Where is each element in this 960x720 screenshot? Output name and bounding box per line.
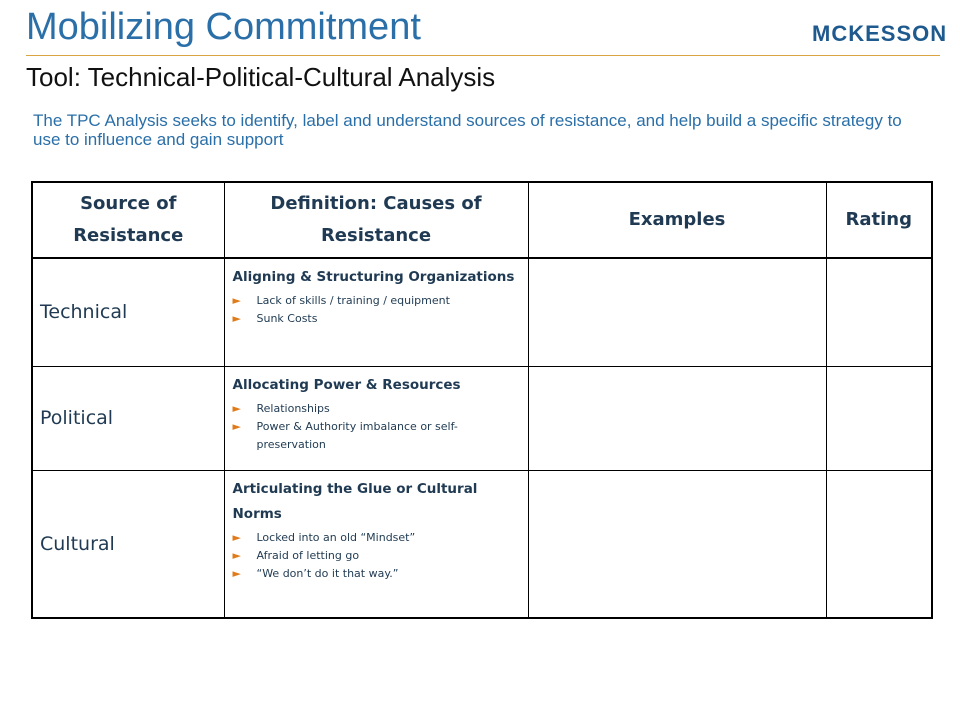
arrow-bullet-icon: ► xyxy=(232,566,241,580)
cause-list xyxy=(233,292,522,328)
definition-cell xyxy=(224,366,528,470)
cause-list xyxy=(233,400,522,454)
arrow-bullet-icon: ► xyxy=(232,419,241,433)
table-row xyxy=(32,366,932,470)
arrow-bullet-icon: ► xyxy=(232,294,241,307)
table-row xyxy=(32,470,932,618)
arrow-bullet-icon: ► xyxy=(232,312,241,325)
arrow-bullet-icon: ► xyxy=(232,530,241,544)
description-text: The TPC Analysis seeks to identify, label and understand sources of resistance, and help build a specific strategy to use to influence and gain support xyxy=(33,111,902,149)
examples-cell[interactable] xyxy=(528,258,826,366)
header-definition: Definition: Causes of Resistance xyxy=(224,182,528,258)
examples-cell[interactable] xyxy=(528,366,826,470)
table-header-row xyxy=(32,182,932,258)
rating-cell[interactable] xyxy=(826,470,932,618)
source-cell: Political xyxy=(32,366,224,470)
rating-cell[interactable] xyxy=(826,258,932,366)
list-item: ► “We don’t do it that way.” xyxy=(233,565,522,583)
page-subtitle: Tool: Technical-Political-Cultural Analysis xyxy=(26,62,496,92)
list-item: ► Locked into an old “Mindset” xyxy=(233,529,522,547)
tpc-analysis-table xyxy=(31,181,933,619)
arrow-bullet-icon: ► xyxy=(232,548,241,562)
definition-title: Articulating the Glue or Cultural Norms xyxy=(232,480,478,522)
list-item: ► Power & Authority imbalance or self-preservation xyxy=(232,419,458,451)
title-divider xyxy=(26,55,940,56)
rating-cell[interactable] xyxy=(826,366,932,470)
list-item: ► Sunk Costs xyxy=(233,310,522,328)
list-item: ► Relationships xyxy=(233,400,522,418)
mckesson-logo: MCKESSON xyxy=(812,21,948,46)
table-row xyxy=(32,258,932,366)
definition-title: Allocating Power & Resources xyxy=(232,376,461,393)
examples-cell[interactable] xyxy=(528,470,826,618)
definition-title: Aligning & Structuring Organizations xyxy=(232,269,515,285)
cause-list xyxy=(233,529,522,583)
definition-cell xyxy=(224,470,528,618)
header-source: Source of Resistance xyxy=(32,182,224,258)
source-cell: Cultural xyxy=(32,470,224,618)
header-examples: Examples xyxy=(528,182,826,258)
list-item: ► Afraid of letting go xyxy=(233,547,522,565)
definition-cell xyxy=(224,258,528,366)
header-rating: Rating xyxy=(826,182,932,258)
arrow-bullet-icon: ► xyxy=(232,401,241,415)
page-title: Mobilizing Commitment xyxy=(26,6,421,48)
list-item: ► Lack of skills / training / equipment xyxy=(233,292,522,310)
source-cell: Technical xyxy=(32,258,224,366)
